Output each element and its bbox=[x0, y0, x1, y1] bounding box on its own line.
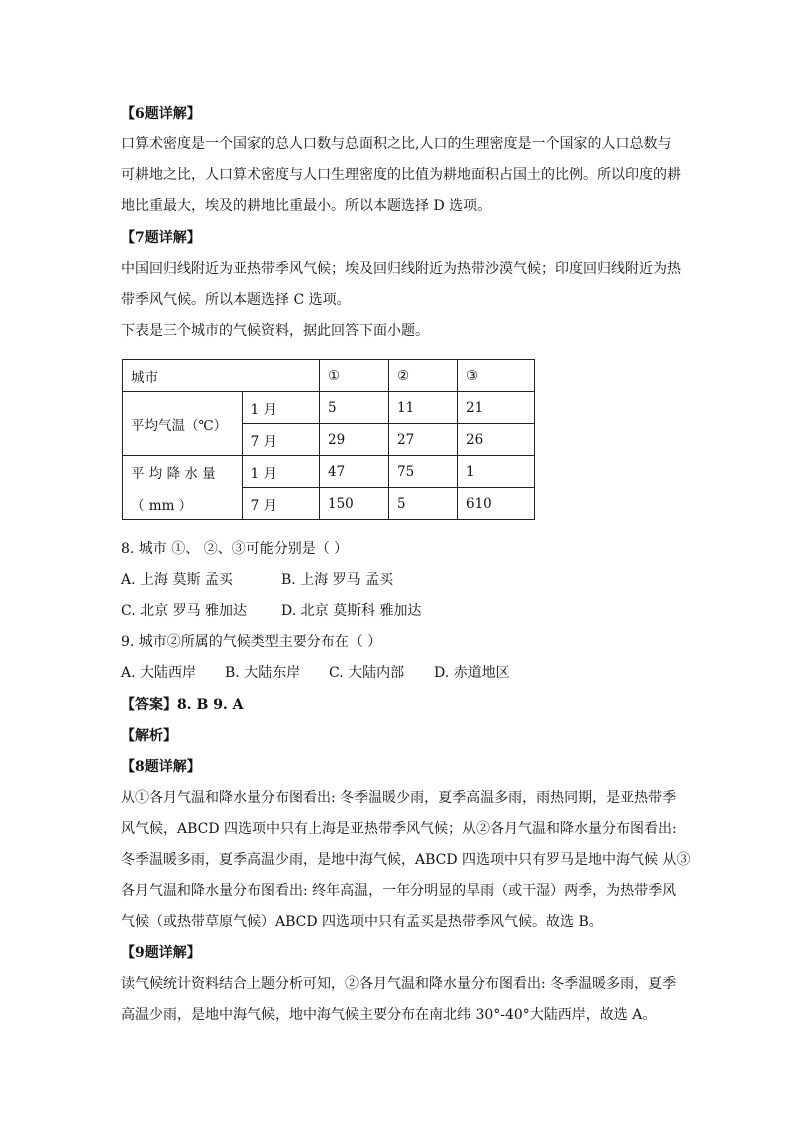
table-intro: 下表是三个城市的气候资料，据此回答下面小题。 bbox=[121, 323, 429, 339]
q8-option-a: A. 上海 莫斯 孟买 bbox=[121, 572, 233, 588]
q8-explain-heading: 【8题详解】 bbox=[121, 759, 201, 775]
temp-jul-city-3: 26 bbox=[458, 424, 535, 456]
q9-explain-heading: 【9题详解】 bbox=[121, 945, 201, 961]
q7-line-2: 带季风气候。所以本题选择 C 选项。 bbox=[121, 292, 351, 308]
q8-stem: 8. 城市 ①、 ②、③可能分别是（ ） bbox=[121, 541, 349, 557]
q9-option-b: B. 大陆东岸 bbox=[225, 665, 301, 681]
precip-jan-city-2: 75 bbox=[389, 456, 458, 488]
q8-option-b: B. 上海 罗马 孟买 bbox=[281, 572, 394, 588]
q6-line-1: 口算术密度是一个国家的总人口数与总面积之比,人口的生理密度是一个国家的人口总数与 bbox=[121, 136, 672, 152]
temp-jan-city-3: 21 bbox=[458, 392, 535, 424]
analysis-heading: 【解析】 bbox=[121, 728, 177, 744]
q7-heading: 【7题详解】 bbox=[121, 230, 201, 246]
answer-line: 【答案】8. B 9. A bbox=[121, 697, 244, 713]
q8-explain-line-5: 气候（或热带草原气候）ABCD 四选项中只有孟买是热带季风气候。故选 B。 bbox=[121, 914, 603, 930]
q8-explain-line-4: 各月气温和降水量分布图看出: 终年高温，一年分明显的旱雨（或干湿）两季，为热带季风 bbox=[121, 883, 677, 899]
temp-jul-city-2: 27 bbox=[389, 424, 458, 456]
table-row bbox=[123, 456, 535, 488]
temp-jan-label: 1 月 bbox=[242, 392, 319, 424]
q6-line-3: 地比重最大，埃及的耕地比重最小。所以本题选择 D 选项。 bbox=[121, 198, 492, 214]
header-city-1: ① bbox=[320, 360, 389, 392]
q9-stem: 9. 城市②所属的气候类型主要分布在（ ） bbox=[121, 634, 382, 650]
table-row bbox=[123, 392, 535, 424]
header-city: 城市 bbox=[123, 360, 320, 392]
precip-jul-label: 7 月 bbox=[242, 488, 319, 520]
temp-label: 平均气温（℃） bbox=[123, 392, 243, 456]
precip-label-line-1: 平 均 降 水 量 bbox=[131, 465, 216, 482]
q8-explain-line-3: 冬季温暖多雨，夏季高温少雨，是地中海气候，ABCD 四选项中只有罗马是地中海气候 从③ bbox=[121, 852, 691, 868]
climate-table bbox=[122, 359, 535, 520]
temp-jul-city-1: 29 bbox=[320, 424, 389, 456]
precip-label bbox=[123, 456, 243, 520]
precip-jan-city-1: 47 bbox=[320, 456, 389, 488]
q7-line-1: 中国回归线附近为亚热带季风气候；埃及回归线附近为热带沙漠气候；印度回归线附近为热 bbox=[121, 261, 681, 277]
q9-option-a: A. 大陆西岸 bbox=[121, 665, 197, 681]
q6-line-2: 可耕地之比，人口算术密度与人口生理密度的比值为耕地面积占国土的比例。所以印度的耕 bbox=[121, 167, 681, 183]
header-city-3: ③ bbox=[458, 360, 535, 392]
precip-jul-city-1: 150 bbox=[320, 488, 389, 520]
q9-option-d: D. 赤道地区 bbox=[434, 665, 510, 681]
header-city-2: ② bbox=[389, 360, 458, 392]
q6-heading: 【6题详解】 bbox=[121, 106, 201, 122]
q9-option-c: C. 大陆内部 bbox=[329, 665, 405, 681]
q8-explain-line-2: 风气候，ABCD 四选项中只有上海是亚热带季风气候；从②各月气温和降水量分布图看出: bbox=[121, 821, 677, 837]
precip-jan-city-3: 1 bbox=[458, 456, 535, 488]
q8-option-d: D. 北京 莫斯科 雅加达 bbox=[281, 603, 422, 619]
q9-explain-line-2: 高温少雨，是地中海气候，地中海气候主要分布在南北纬 30°-40°大陆西岸，故选 A。 bbox=[121, 1007, 657, 1023]
temp-jan-city-1: 5 bbox=[320, 392, 389, 424]
q8-explain-line-1: 从①各月气温和降水量分布图看出: 冬季温暖少雨，夏季高温多雨，雨热同期，是亚热带季 bbox=[121, 790, 677, 806]
temp-jul-label: 7 月 bbox=[242, 424, 319, 456]
precip-jan-label: 1 月 bbox=[242, 456, 319, 488]
table-row bbox=[123, 360, 535, 392]
temp-jan-city-2: 11 bbox=[389, 392, 458, 424]
precip-jul-city-3: 610 bbox=[458, 488, 535, 520]
q9-explain-line-1: 读气候统计资料结合上题分析可知，②各月气温和降水量分布图看出: 冬季温暖多雨，夏季 bbox=[121, 976, 677, 992]
q8-option-c: C. 北京 罗马 雅加达 bbox=[121, 603, 248, 619]
precip-jul-city-2: 5 bbox=[389, 488, 458, 520]
precip-label-line-2: （ mm ） bbox=[131, 497, 193, 514]
